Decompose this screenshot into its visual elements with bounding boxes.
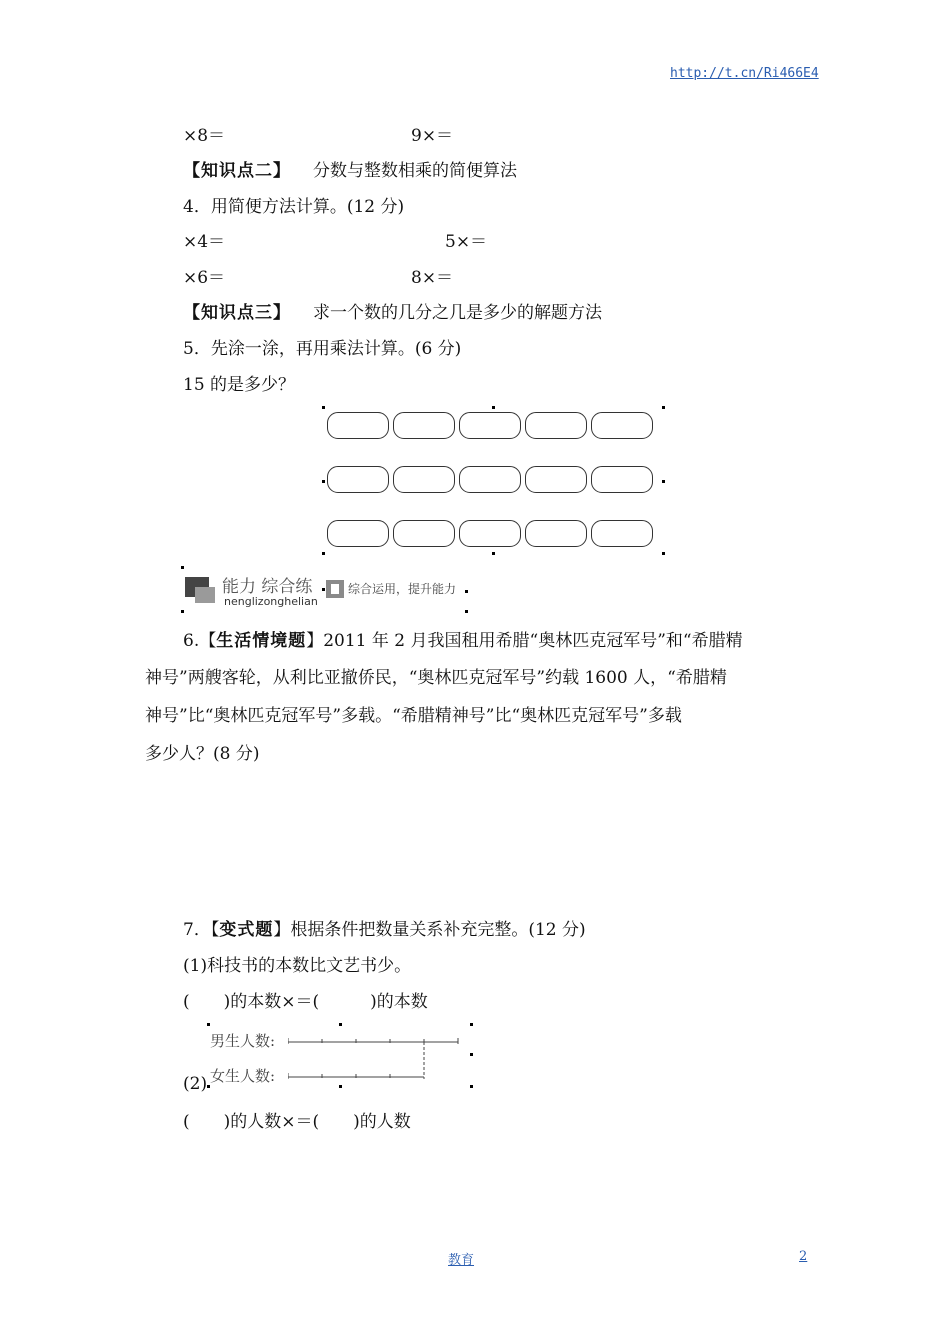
shade-cell[interactable] [393, 520, 455, 547]
anchor-dot [470, 1085, 473, 1088]
shade-cell[interactable] [525, 466, 587, 493]
q7-tag: 变式题 [219, 920, 274, 940]
knowledge-point-3 [183, 302, 602, 324]
q7-fill-1: ( )的本数×＝( )的本数 [183, 992, 428, 1012]
shade-cell[interactable] [327, 412, 389, 439]
expr-4b: 5×＝ [445, 232, 488, 252]
shade-cell[interactable] [591, 520, 653, 547]
q6-line-3: 神号”比“奥林匹克冠军号”多载。“希腊精神号”比“奥林匹克冠军号”多载 [145, 706, 682, 726]
banner-title: 能力 综合练 [222, 577, 313, 597]
q7-heading [183, 919, 586, 941]
q7-sub-2: (2) [183, 1074, 208, 1094]
shade-cell[interactable] [525, 520, 587, 547]
anchor-dot [207, 1023, 210, 1026]
anchor-dot [181, 566, 184, 569]
anchor-dot [470, 1053, 473, 1056]
segment-lines [288, 1030, 463, 1085]
kp3-tag: 【知识点三】 [183, 303, 291, 323]
q6-text-1: 2011 年 2 月我国租用希腊“奥林匹克冠军号”和“希腊精 [323, 631, 743, 651]
q7-rest: 】根据条件把数量关系补充完整。(12 分) [273, 920, 586, 940]
question-5: 5．先涂一涂，再用乘法计算。(6 分) [183, 339, 462, 359]
shade-cell[interactable] [327, 466, 389, 493]
shade-cell[interactable] [591, 412, 653, 439]
expr-4a: ×4＝ [183, 232, 226, 252]
shade-cell[interactable] [459, 520, 521, 547]
q6-line-4: 多少人？(8 分) [145, 744, 260, 764]
shade-cell[interactable] [327, 520, 389, 547]
page-number: 2 [799, 1249, 808, 1264]
anchor-dot [322, 588, 325, 591]
expr-5a: ×6＝ [183, 268, 226, 288]
shade-cell[interactable] [393, 412, 455, 439]
q7-sub-1: (1)科技书的本数比文艺书少。 [183, 956, 412, 976]
anchor-dot [322, 552, 325, 555]
question-5-sub: 15 的是多少？ [183, 375, 296, 395]
q7-fill-2: ( )的人数×＝( )的人数 [183, 1112, 411, 1132]
q6-tag-open: 6.【 [183, 631, 217, 651]
shade-cell[interactable] [459, 466, 521, 493]
expr-1a: ×8＝ [183, 126, 226, 146]
anchor-dot [181, 610, 184, 613]
q7-prefix: 7．【 [183, 920, 220, 940]
footer-center[interactable]: 教育 [448, 1253, 475, 1268]
anchor-dot [465, 590, 468, 593]
question-4: 4．用简便方法计算。(12 分) [183, 197, 405, 217]
anchor-dot [492, 406, 495, 409]
shade-cell[interactable] [591, 466, 653, 493]
anchor-dot [322, 406, 325, 409]
q6-tag-close: 】 [306, 631, 324, 651]
kp2-text: 分数与整数相乘的简便算法 [313, 161, 517, 181]
shade-cell[interactable] [525, 412, 587, 439]
q6-line-2: 神号”两艘客轮，从利比亚撤侨民，“奥林匹克冠军号”约载 1600 人，“希腊精 [145, 668, 727, 688]
shade-cell[interactable] [459, 412, 521, 439]
anchor-dot [339, 1023, 342, 1026]
anchor-dot [322, 480, 325, 483]
header-url[interactable]: http://t.cn/Ri466E4 [670, 66, 819, 81]
banner-logo-icon [185, 577, 215, 603]
anchor-dot [662, 480, 665, 483]
kp2-tag: 【知识点二】 [183, 161, 291, 181]
anchor-dot [662, 406, 665, 409]
q6-line-1 [183, 630, 743, 652]
anchor-dot [465, 610, 468, 613]
girls-label: 女生人数: [210, 1067, 276, 1085]
banner-pinyin: nenglizonghelian [224, 595, 318, 608]
anchor-dot [339, 1085, 342, 1088]
knowledge-point-2 [183, 160, 517, 182]
anchor-dot [662, 552, 665, 555]
expr-5b: 8×＝ [411, 268, 454, 288]
anchor-dot [470, 1023, 473, 1026]
anchor-dot [492, 552, 495, 555]
banner-subtitle: 综合运用，提升能力 [348, 582, 457, 596]
kp3-text: 求一个数的几分之几是多少的解题方法 [313, 303, 602, 323]
boys-label: 男生人数: [210, 1032, 276, 1050]
q6-tag: 生活情境题 [216, 631, 307, 651]
shade-cell[interactable] [393, 466, 455, 493]
banner-square-icon [326, 580, 344, 598]
expr-1b: 9×＝ [411, 126, 454, 146]
